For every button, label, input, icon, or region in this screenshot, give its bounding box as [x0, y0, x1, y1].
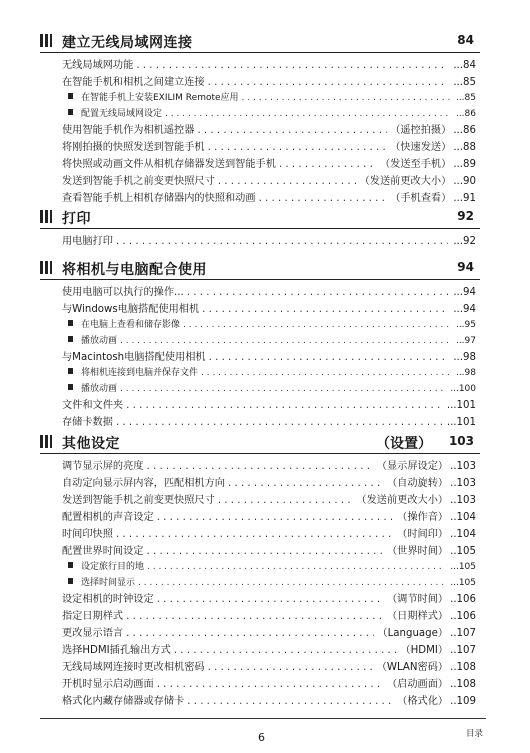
section-page-number[interactable]: 84 [457, 33, 474, 47]
entry-label: 无线局域网连接时更改相机密码 [62, 662, 205, 673]
toc-entry[interactable] [62, 190, 476, 207]
dot-leader [187, 693, 394, 710]
entry-page-number: ..108 [450, 679, 476, 690]
toc-entry[interactable] [62, 526, 476, 543]
bullet-square-icon [68, 93, 73, 99]
entry-menu-tag: （Language） [377, 628, 449, 639]
entry-page-number: ...92 [453, 236, 476, 247]
entry-page-number: ..106 [450, 594, 476, 605]
entry-label: 更改显示语言 [62, 628, 124, 639]
dot-leader [242, 91, 451, 107]
toc-entry[interactable] [62, 74, 476, 91]
entry-label: 查看智能手机上相机存储器内的快照和动画 [62, 193, 256, 204]
section-title: 建立无线局域网连接 [62, 35, 193, 51]
section-page-number[interactable]: 94 [457, 260, 474, 274]
dot-leader [116, 414, 442, 431]
dot-leader [136, 57, 448, 74]
entry-page-number: ..106 [450, 611, 476, 622]
dot-leader [147, 560, 445, 576]
toc-entry[interactable] [62, 414, 476, 431]
entry-menu-tag: （时间印） [397, 529, 449, 540]
entry-page-number: ...101 [446, 400, 476, 411]
entry-page-number: ...91 [453, 193, 476, 204]
entry-menu-tag: （发送至手机） [380, 159, 452, 170]
entry-label: 发送到智能手机之前变更快照尺寸 [62, 176, 215, 187]
entry-page-number: ..104 [450, 529, 476, 540]
section-other-settings [40, 433, 480, 710]
entry-page-number: ...100 [450, 383, 476, 394]
section-marker-icon [50, 435, 52, 448]
entry-label: 时间印快照 [62, 529, 113, 540]
entry-label: 指定日期样式 [62, 611, 124, 622]
entry-label: 在电脑上查看和储存影像 [81, 320, 181, 330]
toc-entry[interactable] [62, 509, 476, 526]
bullet-square-icon [68, 320, 73, 326]
bullet-square-icon [68, 384, 73, 390]
dot-leader [208, 139, 388, 156]
section-header [40, 259, 480, 280]
section-computer [40, 259, 480, 431]
toc-entry[interactable] [62, 492, 476, 509]
section-marker-icon [50, 34, 52, 47]
bullet-square-icon [68, 336, 73, 342]
entry-menu-tag: （HDMI） [400, 645, 449, 656]
section-header [40, 433, 480, 454]
entry-label: 调节显示屏的亮度 [62, 461, 144, 472]
entry-label: 将相机连接到电脑并保存文件 [81, 368, 199, 378]
toc-entry-list [62, 458, 476, 710]
toc-entry[interactable] [62, 543, 476, 560]
toc-entry[interactable] [62, 301, 476, 318]
entry-label: 发送到智能手机之前变更快照尺寸 [62, 495, 215, 506]
dot-leader [116, 233, 448, 250]
entry-page-number: ...88 [453, 142, 476, 153]
entry-page-number: ...89 [453, 159, 476, 170]
section-marker-icon [40, 435, 43, 448]
entry-menu-tag: （自动旋转） [386, 478, 449, 489]
section-marker-icon [40, 210, 43, 223]
section-header [40, 208, 480, 229]
entry-page-number: ..107 [450, 645, 476, 656]
dot-leader [147, 458, 374, 475]
dot-leader [183, 318, 451, 334]
toc-subentry[interactable] [62, 107, 476, 123]
toc-entry[interactable] [62, 349, 476, 366]
entry-label: 格式化内藏存储器或存储卡 [62, 696, 185, 707]
dot-leader [208, 659, 374, 676]
section-marker-icon [45, 210, 48, 223]
section-subtitle: （设置） [376, 436, 432, 452]
dot-leader [157, 509, 394, 526]
entry-menu-tag: （WLAN密码） [376, 662, 449, 673]
section-marker-icon [50, 210, 52, 223]
entry-label: 播放动画 [81, 383, 118, 394]
section-page-number[interactable]: 103 [448, 434, 474, 448]
entry-label: 选择HDMI插孔输出方式 [62, 645, 171, 656]
dot-leader [174, 642, 398, 659]
entry-label: 配置相机的声音设定 [62, 512, 154, 523]
toc-subentry[interactable] [62, 318, 476, 334]
entry-page-number: ...94 [453, 304, 476, 315]
section-title: 将相机与电脑配合使用 [62, 262, 207, 278]
dot-leader [279, 156, 377, 173]
dot-leader [218, 173, 357, 190]
entry-label: 将快照或动画文件从相机存储器发送到智能手机 [62, 159, 276, 170]
entry-label: 设定相机的时钟设定 [62, 594, 154, 605]
toc-entry[interactable] [62, 608, 476, 625]
dot-leader [126, 397, 442, 414]
entry-label: 将刚拍摄的快照发送到智能手机 [62, 142, 205, 153]
footer-divider [40, 718, 486, 719]
bullet-square-icon [68, 368, 73, 374]
entry-label: 配置世界时间设定 [62, 546, 144, 557]
entry-page-number: ...84 [453, 60, 476, 71]
entry-menu-tag: （操作音） [397, 512, 449, 523]
entry-page-number: ..104 [450, 512, 476, 523]
dot-leader [126, 608, 384, 625]
dot-leader [157, 591, 384, 608]
section-marker-icon [45, 34, 48, 47]
toc-entry[interactable] [62, 659, 476, 676]
dot-leader [202, 301, 448, 318]
toc-subentry[interactable] [62, 560, 476, 576]
dot-leader [197, 122, 387, 139]
section-header [40, 32, 480, 53]
entry-label: 与Macintosh电脑搭配使用相机 [62, 352, 206, 363]
entry-label: 使用电脑可以执行的操作... [62, 287, 184, 298]
section-print [40, 208, 480, 250]
footer-label: 目录 [466, 729, 484, 739]
bullet-square-icon [68, 562, 73, 568]
dot-leader [157, 676, 384, 693]
entry-menu-tag: （发送前更改大小） [356, 495, 449, 506]
entry-page-number: ...86 [453, 125, 476, 136]
entry-page-number: ..103 [450, 461, 476, 472]
section-marker-icon [45, 261, 48, 274]
toc-entry[interactable] [62, 397, 476, 414]
section-marker-icon [40, 34, 43, 47]
entry-label: 存储卡数据 [62, 417, 113, 428]
entry-label: 文件和文件夹 [62, 400, 124, 411]
toc-entry[interactable] [62, 284, 476, 301]
entry-page-number: ...86 [455, 108, 476, 119]
entry-label: 与Windows电脑搭配使用相机 [62, 304, 200, 315]
toc-entry[interactable] [62, 676, 476, 693]
entry-menu-tag: （发送前更改大小） [359, 176, 452, 187]
dot-leader [208, 74, 449, 91]
entry-page-number: ..105 [450, 546, 476, 557]
dot-leader [209, 349, 449, 366]
toc-entry[interactable] [62, 122, 476, 139]
toc-entry[interactable] [62, 625, 476, 642]
entry-page-number: ...98 [455, 368, 476, 378]
entry-menu-tag: （世界时间） [386, 546, 449, 557]
section-title: 其他设定 [62, 436, 120, 452]
entry-page-number: ...85 [453, 77, 476, 88]
entry-page-number: ...98 [453, 352, 476, 363]
toc-subentry[interactable] [62, 91, 476, 107]
dot-leader [147, 543, 384, 560]
entry-label: 无线局域网功能 [62, 60, 134, 71]
toc-entry[interactable] [62, 57, 476, 74]
entry-page-number: ..103 [450, 495, 476, 506]
toc-subentry[interactable] [62, 576, 476, 592]
toc-entry[interactable] [62, 233, 476, 250]
section-title: 打印 [62, 211, 91, 227]
footer-page-number: 6 [258, 731, 265, 744]
entry-page-number: ...94 [453, 287, 476, 298]
dot-leader [120, 382, 445, 398]
dot-leader [201, 366, 451, 382]
dot-leader [126, 625, 374, 642]
section-marker-icon [50, 261, 52, 274]
entry-page-number: ..103 [450, 478, 476, 489]
bullet-square-icon [68, 109, 73, 115]
entry-menu-tag: （快速发送） [390, 142, 452, 153]
dot-leader [187, 284, 449, 301]
toc-entry-list [62, 233, 476, 250]
section-page-number[interactable]: 92 [457, 209, 474, 223]
toc-entry[interactable] [62, 156, 476, 173]
entry-label: 在智能手机和相机之间建立连接 [62, 77, 205, 88]
entry-menu-tag: （启动画面） [386, 679, 449, 690]
entry-page-number: ...85 [455, 93, 476, 103]
bullet-square-icon [68, 578, 73, 584]
toc-entry[interactable] [62, 693, 476, 710]
entry-label: 开机时显示启动画面 [62, 679, 154, 690]
entry-menu-tag: （遥控拍摄） [390, 125, 452, 136]
entry-page-number: ...105 [450, 562, 476, 572]
entry-page-number: ...101 [446, 417, 476, 428]
entry-label: 配置无线局域网设定 [81, 108, 163, 119]
entry-page-number: ..109 [450, 696, 476, 707]
dot-leader [116, 526, 394, 543]
dot-leader [218, 492, 354, 509]
entry-label: 在智能手机上安装EXILIM Remote应用 [81, 93, 239, 103]
dot-leader [228, 475, 384, 492]
entry-page-number: ...90 [453, 176, 476, 187]
toc-entry[interactable] [62, 139, 476, 156]
entry-label: 播放动画 [81, 335, 118, 346]
entry-menu-tag: （格式化） [397, 696, 449, 707]
toc-entry[interactable] [62, 642, 476, 659]
entry-page-number: ..107 [450, 628, 476, 639]
entry-label: 使用智能手机作为相机遥控器 [62, 125, 195, 136]
entry-menu-tag: （日期样式） [386, 611, 449, 622]
toc-subentry[interactable] [62, 382, 476, 398]
section-marker-icon [45, 435, 48, 448]
entry-menu-tag: （显示屏设定） [376, 461, 449, 472]
entry-menu-tag: （调节时间） [386, 594, 449, 605]
dot-leader [120, 334, 451, 350]
entry-menu-tag: （手机查看） [390, 193, 452, 204]
toc-entry-list [62, 284, 476, 431]
toc-entry[interactable] [62, 475, 476, 492]
dot-leader [165, 107, 451, 123]
entry-label: 选择时间显示 [81, 577, 136, 588]
entry-label: 设定旅行目的地 [81, 562, 145, 572]
toc-entry-list [62, 57, 476, 207]
entry-page-number: ...95 [455, 320, 476, 330]
entry-page-number: ..108 [450, 662, 476, 673]
toc-subentry[interactable] [62, 366, 476, 382]
toc-subentry[interactable] [62, 334, 476, 350]
toc-entry[interactable] [62, 591, 476, 608]
entry-label: 自动定向显示屏内容，匹配相机方向 [62, 478, 225, 489]
section-wlan [40, 32, 480, 207]
dot-leader [259, 190, 388, 207]
dot-leader [138, 576, 445, 592]
entry-page-number: ...105 [450, 577, 476, 588]
toc-entry[interactable] [62, 458, 476, 475]
section-marker-icon [40, 261, 43, 274]
entry-page-number: ...97 [455, 335, 476, 346]
toc-entry[interactable] [62, 173, 476, 190]
entry-label: 用电脑打印 [62, 236, 113, 247]
